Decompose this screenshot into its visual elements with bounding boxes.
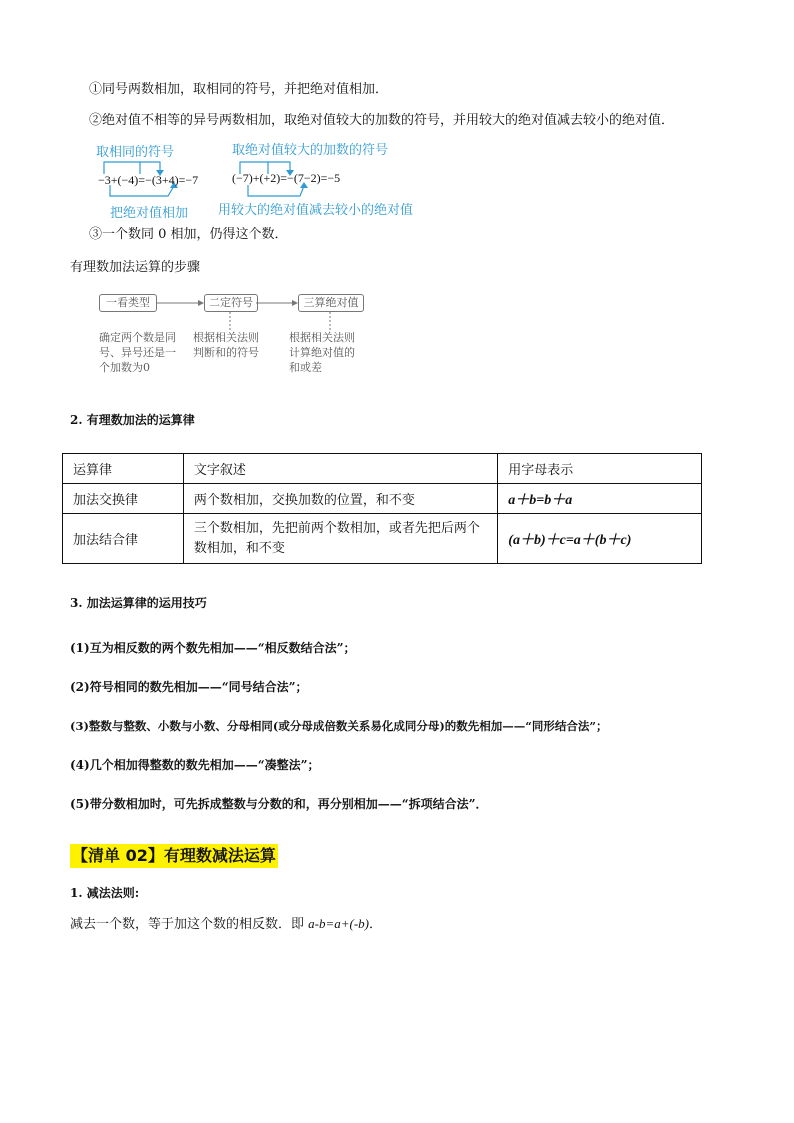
example-expr-left: −3+(−4)=−(3+4)=−7	[98, 173, 199, 187]
step-box-2: 二定符号	[204, 294, 258, 312]
law-name: 加法结合律	[63, 514, 184, 564]
table-header-cell: 运算律	[63, 454, 184, 484]
rule-2: ②绝对值不相等的异号两数相加，取绝对值较大的加数的符号，并用较大的绝对值减去较小的绝对值．	[89, 113, 675, 128]
tip-item: (5)带分数相加时，可先拆成整数与分数的和，再分别相加——“拆项结合法”．	[70, 797, 488, 811]
law-name: 加法交换律	[63, 484, 184, 514]
bracket-right-bottom	[248, 185, 304, 196]
note-subtract-abs: 用较大的绝对值减去较小的绝对值	[218, 203, 414, 218]
tip-item: (2)符号相同的数先相加——“同号结合法”；	[70, 680, 308, 694]
section-header-02: 【清单 02】有理数减法运算	[70, 844, 278, 868]
law-desc: 两个数相加，交换加数的位置，和不变	[183, 484, 497, 514]
subtraction-formula: a-b=a+(-b)	[308, 916, 370, 931]
table-header-row	[63, 454, 702, 484]
steps-title: 有理数加法运算的步骤	[70, 260, 201, 275]
law-formula: (a＋b)＋c=a＋(b＋c)	[498, 514, 702, 564]
section-2-title: 2. 有理数加法的运算律	[70, 413, 195, 427]
table-row	[63, 514, 702, 564]
table-header-cell: 用字母表示	[498, 454, 702, 484]
tip-item: (4)几个相加得整数的数先相加——“凑整法”；	[70, 758, 320, 772]
law-formula: a＋b=b＋a	[498, 484, 702, 514]
subtraction-rule	[70, 915, 382, 934]
law-table	[62, 453, 702, 564]
section-3-title: 3. 加法运算律的运用技巧	[70, 596, 207, 610]
note-same-sign: 取相同的符号	[96, 145, 175, 160]
step-desc-2: 根据相关法则判断和的符号	[193, 331, 259, 359]
note-add-abs: 把绝对值相加	[110, 206, 189, 221]
law-desc: 三个数相加，先把前两个数相加，或者先把后两个数相加，和不变	[183, 514, 497, 564]
example-expr-right: (−7)+(+2)=−(7−2)=−5	[232, 171, 341, 185]
subtraction-end: ．	[369, 917, 383, 932]
table-header-cell: 文字叙述	[183, 454, 497, 484]
step-box-3: 三算绝对值	[298, 294, 364, 312]
table-row	[63, 484, 702, 514]
subtraction-title: 1. 减法法则:	[70, 886, 140, 900]
note-larger-sign: 取绝对值较大的加数的符号	[232, 143, 389, 158]
rule-3: ③一个数同 0 相加，仍得这个数．	[89, 227, 288, 242]
rule-1: ①同号两数相加，取相同的符号，并把绝对值相加．	[89, 82, 389, 97]
step-desc-3: 根据相关法则计算绝对值的和或差	[289, 331, 355, 374]
tip-item: (3)整数与整数、小数与小数、分母相同(或分母成倍数关系易化成同分母)的数先相加——“同形结合法”；	[70, 719, 608, 733]
step-connector-3	[320, 312, 340, 332]
subtraction-text: 减去一个数，等于加这个数的相反数．即	[70, 917, 309, 932]
step-box-1: 一看类型	[99, 294, 157, 312]
tip-item: (1)互为相反数的两个数先相加——“相反数结合法”；	[70, 641, 356, 655]
step-desc-1: 确定两个数是同号、异号还是一个加数为0	[99, 331, 176, 374]
